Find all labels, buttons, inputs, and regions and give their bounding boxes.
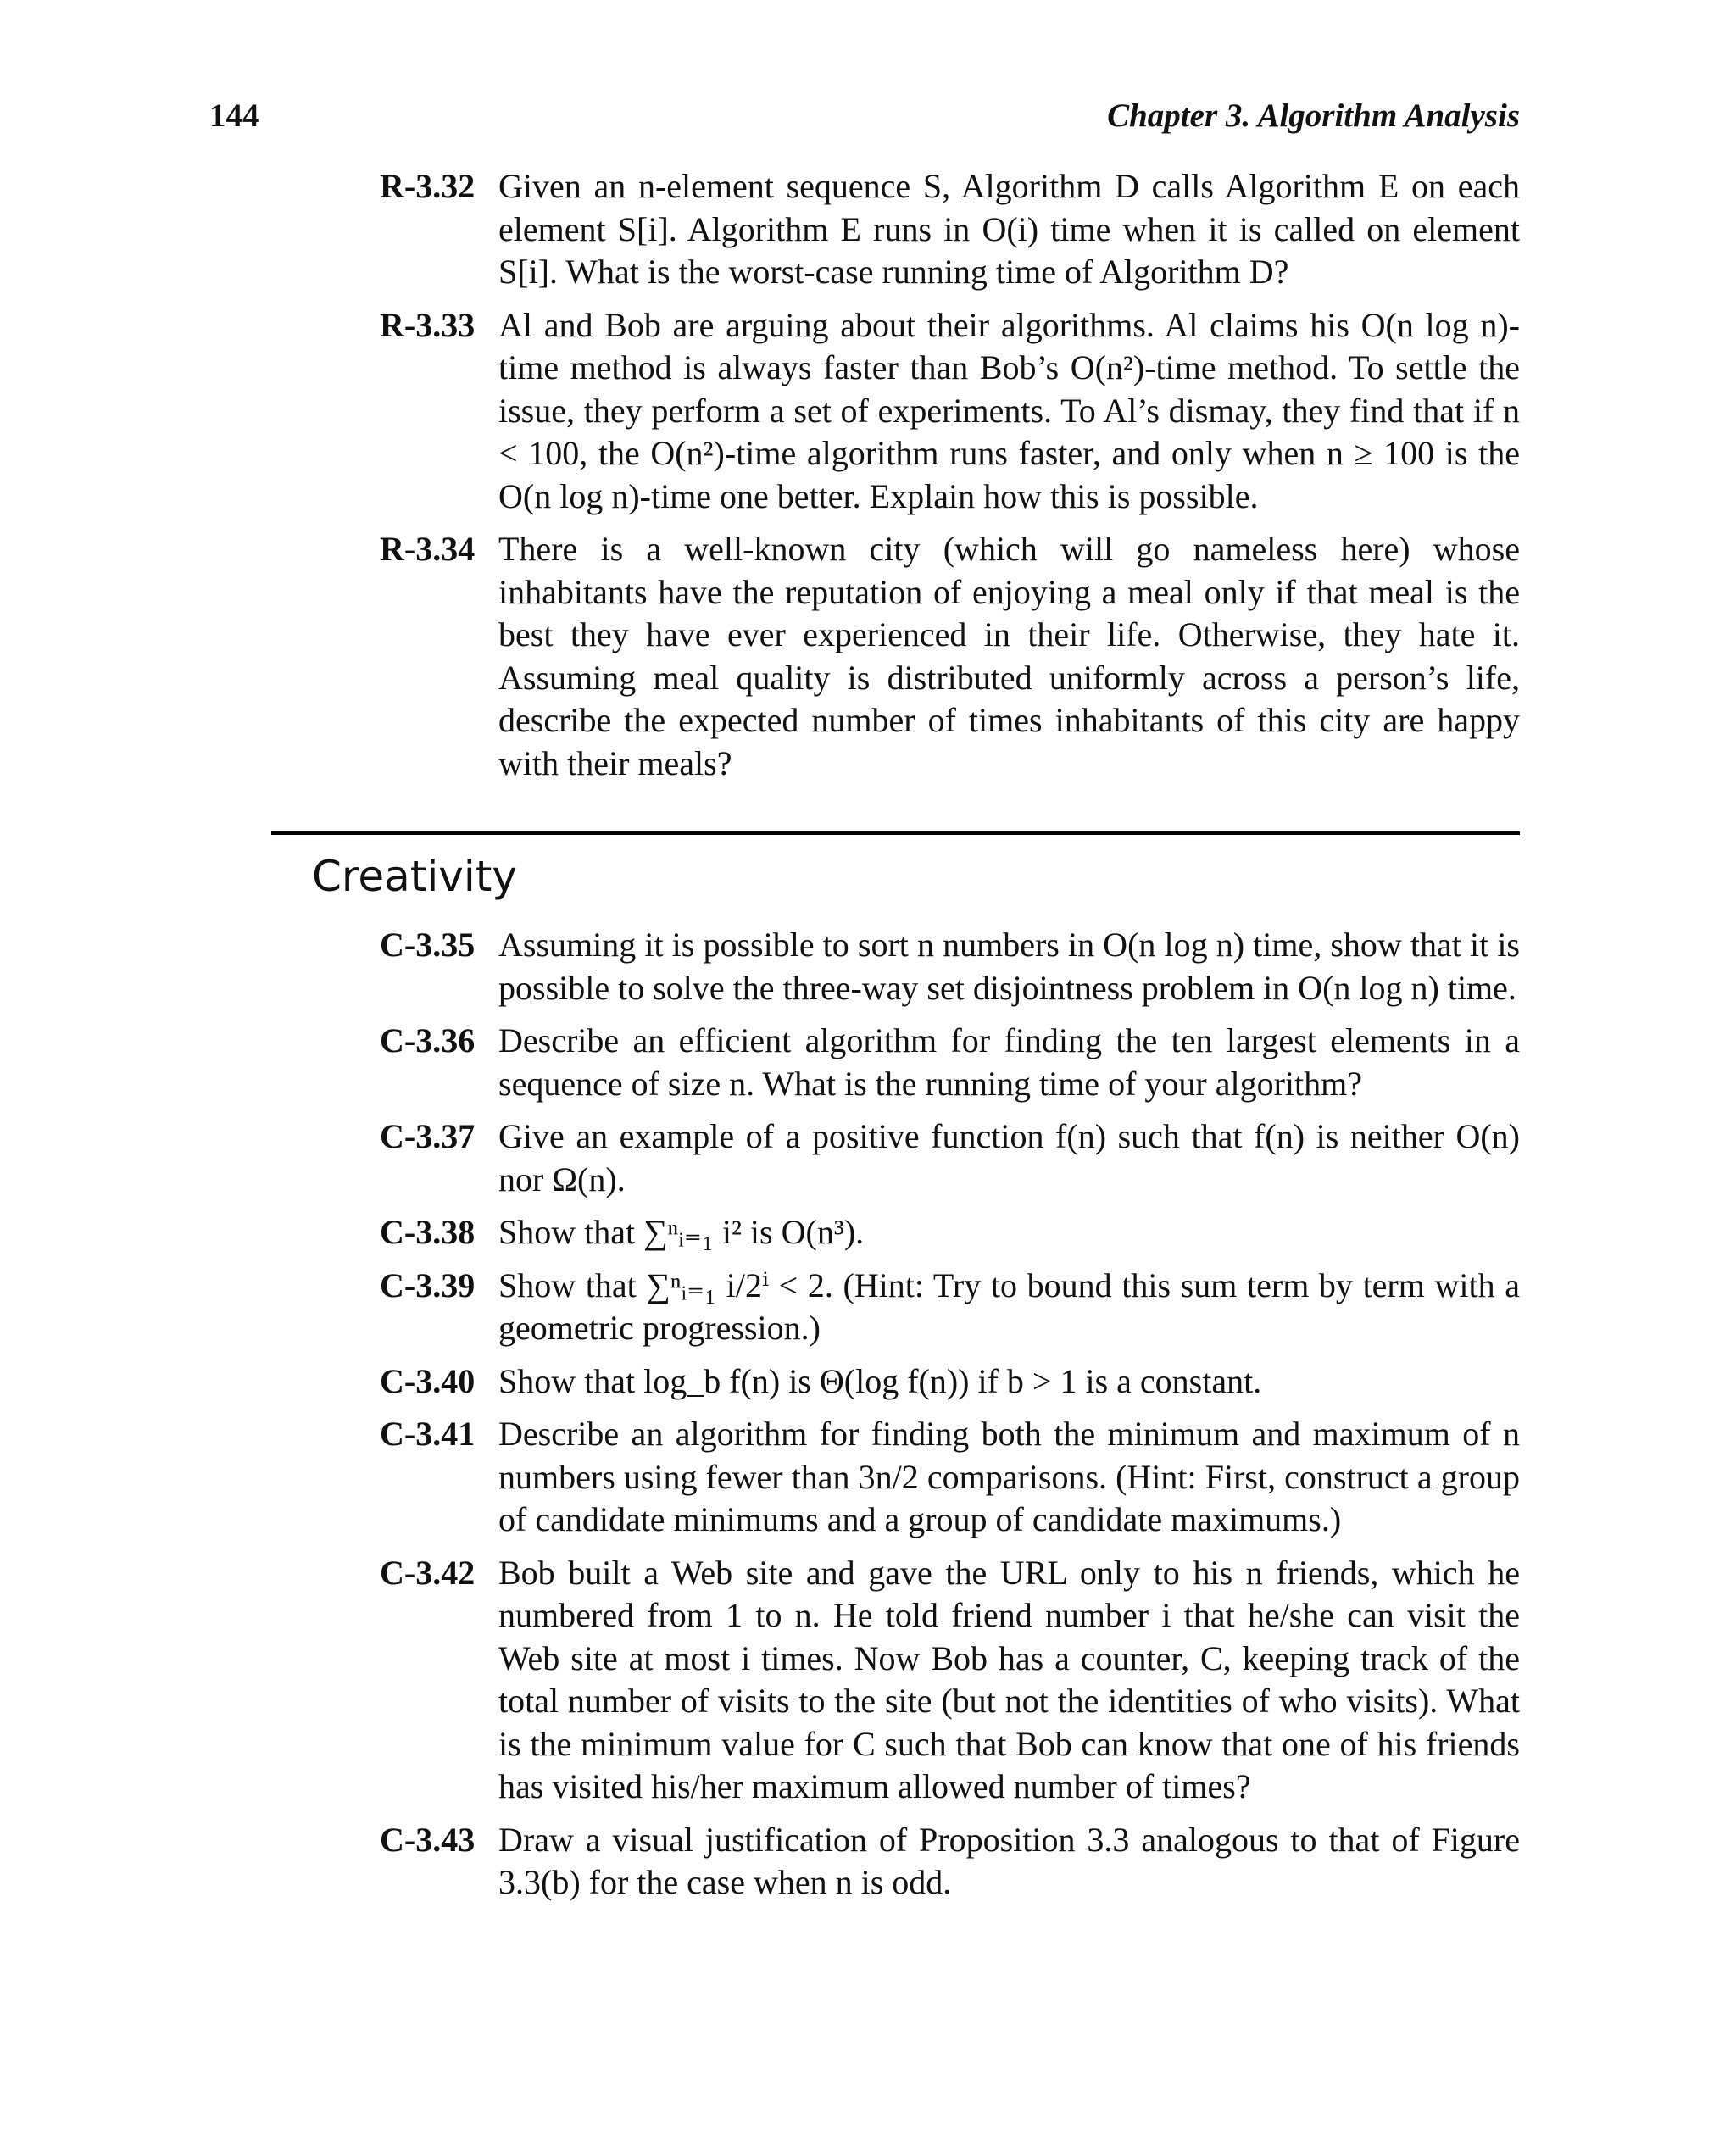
exercise-id: C-3.42 [380,1553,476,1592]
exercise-text: Bob built a Web site and gave the URL only to his n friends, which he numbered from 1 to n. He told friend number i that he/she can visit the Web site at most i times. Now Bob has a counter, C, keeping track of the total number of visits to the site (but not the identities of who visits). What is the minimum value for C such that Bob can know that one of his friends has visited his/her maximum allowed number of times? [498,1553,1520,1805]
chapter-title: Chapter 3. Algorithm Analysis [1107,97,1520,134]
section-title: Creativity [312,852,517,901]
section-divider [271,831,1520,835]
exercise-text: There is a well-known city (which will go nameless here) whose inhabitants have the reputation of enjoying a meal only if that meal is the best they have ever experienced in their life. Otherwise, they hate it. Assuming meal quality is distributed uniformly across a person’s life, describe the expected number of times inhabitants of this city are happy with their meals? [498,530,1520,782]
exercise-item [380,1413,1520,1542]
exercise-item [380,1265,1520,1350]
exercise-id: C-3.41 [380,1415,476,1453]
exercise-text: Describe an efficient algorithm for finding the ten largest elements in a sequence of size n. What is the running time of your algorithm? [498,1021,1520,1103]
exercise-item [380,924,1520,1009]
exercise-text: Show that ∑ⁿᵢ₌₁ i² is O(n³). [498,1213,865,1251]
exercise-item [380,1360,1520,1404]
page-number: 144 [209,97,259,134]
exercise-item [380,304,1520,519]
exercise-id: C-3.40 [380,1361,476,1400]
exercise-text: Draw a visual justification of Proposition 3.3 analogous to that of Figure 3.3(b) for the case when n is odd. [498,1820,1520,1901]
exercise-text: Give an example of a positive function f(n) such that f(n) is neither O(n) nor Ω(n). [498,1117,1520,1198]
exercise-item [380,1211,1520,1254]
exercise-item [380,1552,1520,1809]
exercise-item [380,528,1520,785]
creativity-exercises [380,924,1520,1915]
exercise-id: R-3.33 [380,305,476,344]
reinforcement-exercises [380,165,1520,795]
exercise-id: C-3.37 [380,1117,476,1155]
exercise-id: C-3.38 [380,1213,476,1251]
exercise-text: Show that log_b f(n) is Θ(log f(n)) if b > 1 is a constant. [498,1361,1262,1400]
exercise-text: Show that ∑ⁿᵢ₌₁ i/2ⁱ < 2. (Hint: Try to bound this sum term by term with a geometric progression.) [498,1265,1520,1347]
exercise-id: R-3.32 [380,167,476,205]
exercise-text: Assuming it is possible to sort n numbers in O(n log n) time, show that it is possible to solve the three-way set disjointness problem in O(n log n) time. [498,926,1520,1007]
exercise-item [380,165,1520,294]
exercise-id: R-3.34 [380,530,476,568]
exercise-id: C-3.36 [380,1021,476,1059]
exercise-id: C-3.35 [380,926,476,964]
exercise-item [380,1115,1520,1201]
exercise-item [380,1020,1520,1105]
exercise-id: C-3.43 [380,1820,476,1859]
exercise-text: Al and Bob are arguing about their algorithms. Al claims his O(n log n)-time method is always faster than Bob’s O(n²)-time method. To settle the issue, they perform a set of experiments. To Al’s dismay, they find that if n < 100, the O(n²)-time algorithm runs faster, and only when n ≥ 100 is the O(n log n)-time one better. Explain how this is possible. [498,305,1520,515]
exercise-item [380,1819,1520,1905]
exercise-text: Given an n-element sequence S, Algorithm D calls Algorithm E on each element S[i]. Algorithm E runs in O(i) time when it is called on element S[i]. What is the worst-case running time of Algorithm D? [498,167,1520,291]
exercise-id: C-3.39 [380,1265,476,1304]
exercise-text: Describe an algorithm for finding both the minimum and maximum of n numbers using fewer than 3n/2 comparisons. (Hint: First, construct a group of candidate minimums and a group of candidate maximums.) [498,1415,1520,1538]
